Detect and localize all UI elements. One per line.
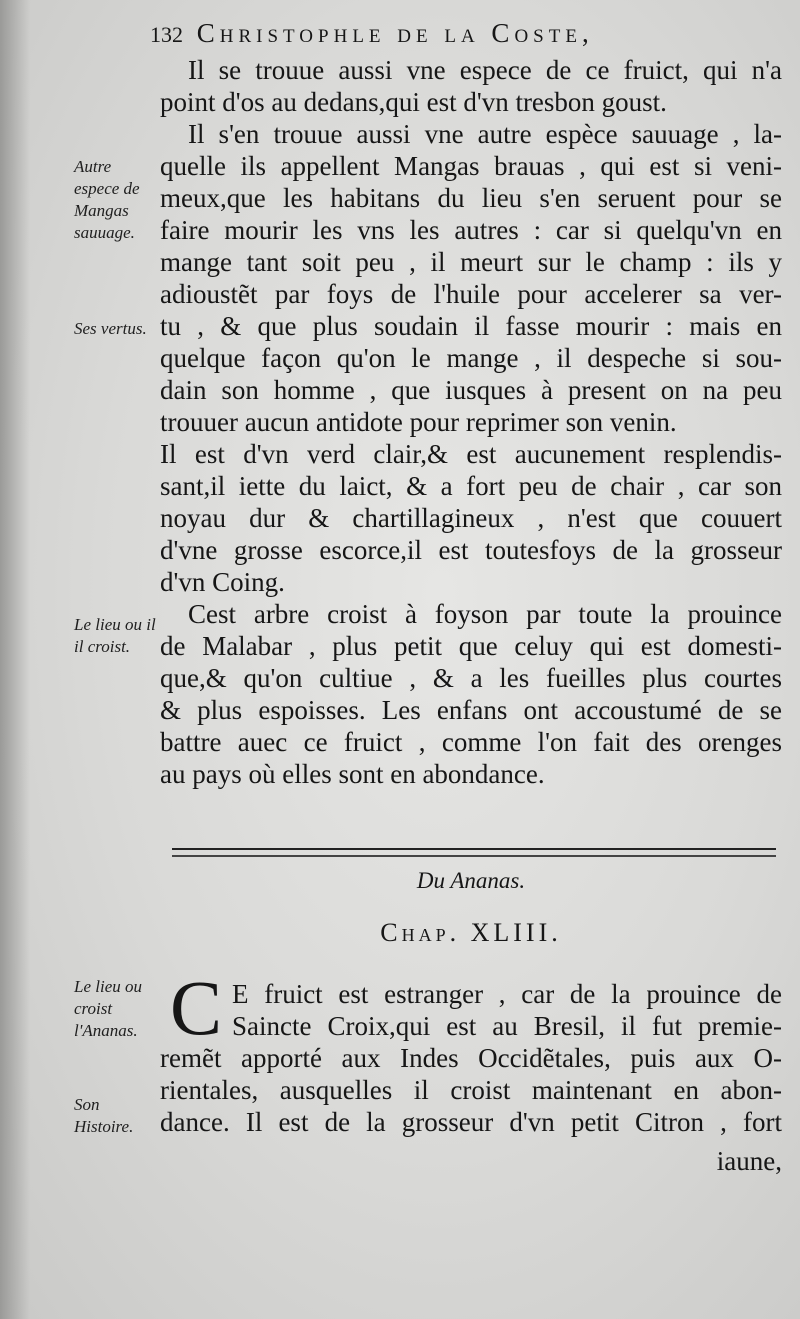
text-line: & plus espoisses. Les enfans ont accoustumé de se (160, 695, 782, 725)
text-line: que,& qu'on cultiue , & a les fueilles plus courtes (160, 663, 782, 693)
running-header (150, 18, 790, 49)
margin-note: Le lieu ou il il croist. (74, 615, 156, 656)
text-line: point d'os au dedans,qui est d'vn tresbon goust. (160, 87, 667, 117)
text-line: rientales, ausquelles il croist maintenant en abon- (160, 1075, 782, 1105)
text-line: Cest arbre croist à foyson par toute la prouince (188, 599, 782, 629)
margin-note: Le lieu ou croist l'Ananas. (74, 977, 142, 1040)
text-line: dain son homme , que iusques à present on na peu (160, 375, 782, 405)
text-line: trouuer aucun antidote pour reprimer son venin. (160, 407, 677, 437)
drop-capital: C (170, 964, 223, 1051)
margin-note: Son Histoire. (74, 1095, 134, 1136)
page-number: 132 (150, 22, 183, 47)
text-line: mange tant soit peu , il meurt sur le champ : ils y (160, 247, 782, 277)
section-subtitle: Du Ananas. (416, 868, 526, 893)
text-line: Il se trouue aussi vne espece de ce fruict, qui n'a (188, 55, 782, 85)
text-line: dance. Il est de la grosseur d'vn petit Citron , fort (160, 1107, 782, 1137)
chapter-heading (160, 918, 782, 948)
text-line: battre auec ce fruict , comme l'on fait des orenges (160, 727, 782, 757)
chapter-title: Chap. XLIII. (380, 918, 562, 947)
body-text (160, 54, 782, 790)
chapter-text (160, 978, 782, 1138)
text-line: adioustẽt par foys de l'huile pour accelerer sa ver- (160, 279, 782, 309)
ornamental-rule (172, 848, 776, 857)
text-line: sant,il iette du laict, & a fort peu de chair , car son (160, 471, 782, 501)
text-line: faire mourir les vns les autres : car si quelqu'vn en (160, 215, 782, 245)
text-line: remẽt apporté aux Indes Occidẽtales, puis aux O- (160, 1043, 782, 1073)
text-line: d'vn Coing. (160, 567, 285, 597)
page-gutter-shadow (0, 0, 30, 1319)
text-line: de Malabar , plus petit que celuy qui est domesti- (160, 631, 782, 661)
running-title: Christophle de la Coste, (196, 18, 594, 48)
text-line: tu , & que plus soudain il fasse mourir : mais en (160, 311, 782, 341)
text-line: noyau dur & chartillagineux , n'est que couuert (160, 503, 782, 533)
margin-note: Autre espece de Mangas sauuage. (74, 157, 140, 242)
text-line: E fruict est estranger , car de la prouince de (232, 979, 782, 1009)
text-line: meux,que les habitans du lieu s'en seruent pour se (160, 183, 782, 213)
text-line: Il est d'vn verd clair,& est aucunement resplendis- (160, 439, 782, 469)
text-line: d'vne grosse escorce,il est toutesfoys de la grosseur (160, 535, 782, 565)
text-line: au pays où elles sont en abondance. (160, 759, 545, 789)
catchword: iaune, (716, 1146, 782, 1176)
margin-note: Ses vertus. (74, 319, 147, 338)
text-line: quelque façon qu'on le mange , il despeche si sou- (160, 343, 782, 373)
text-line: Saincte Croix,qui est au Bresil, il fut premie- (232, 1011, 782, 1041)
text-line: Il s'en trouue aussi vne autre espèce sauuage , la- (188, 119, 782, 149)
text-line: quelle ils appellent Mangas brauas , qui est si veni- (160, 151, 782, 181)
